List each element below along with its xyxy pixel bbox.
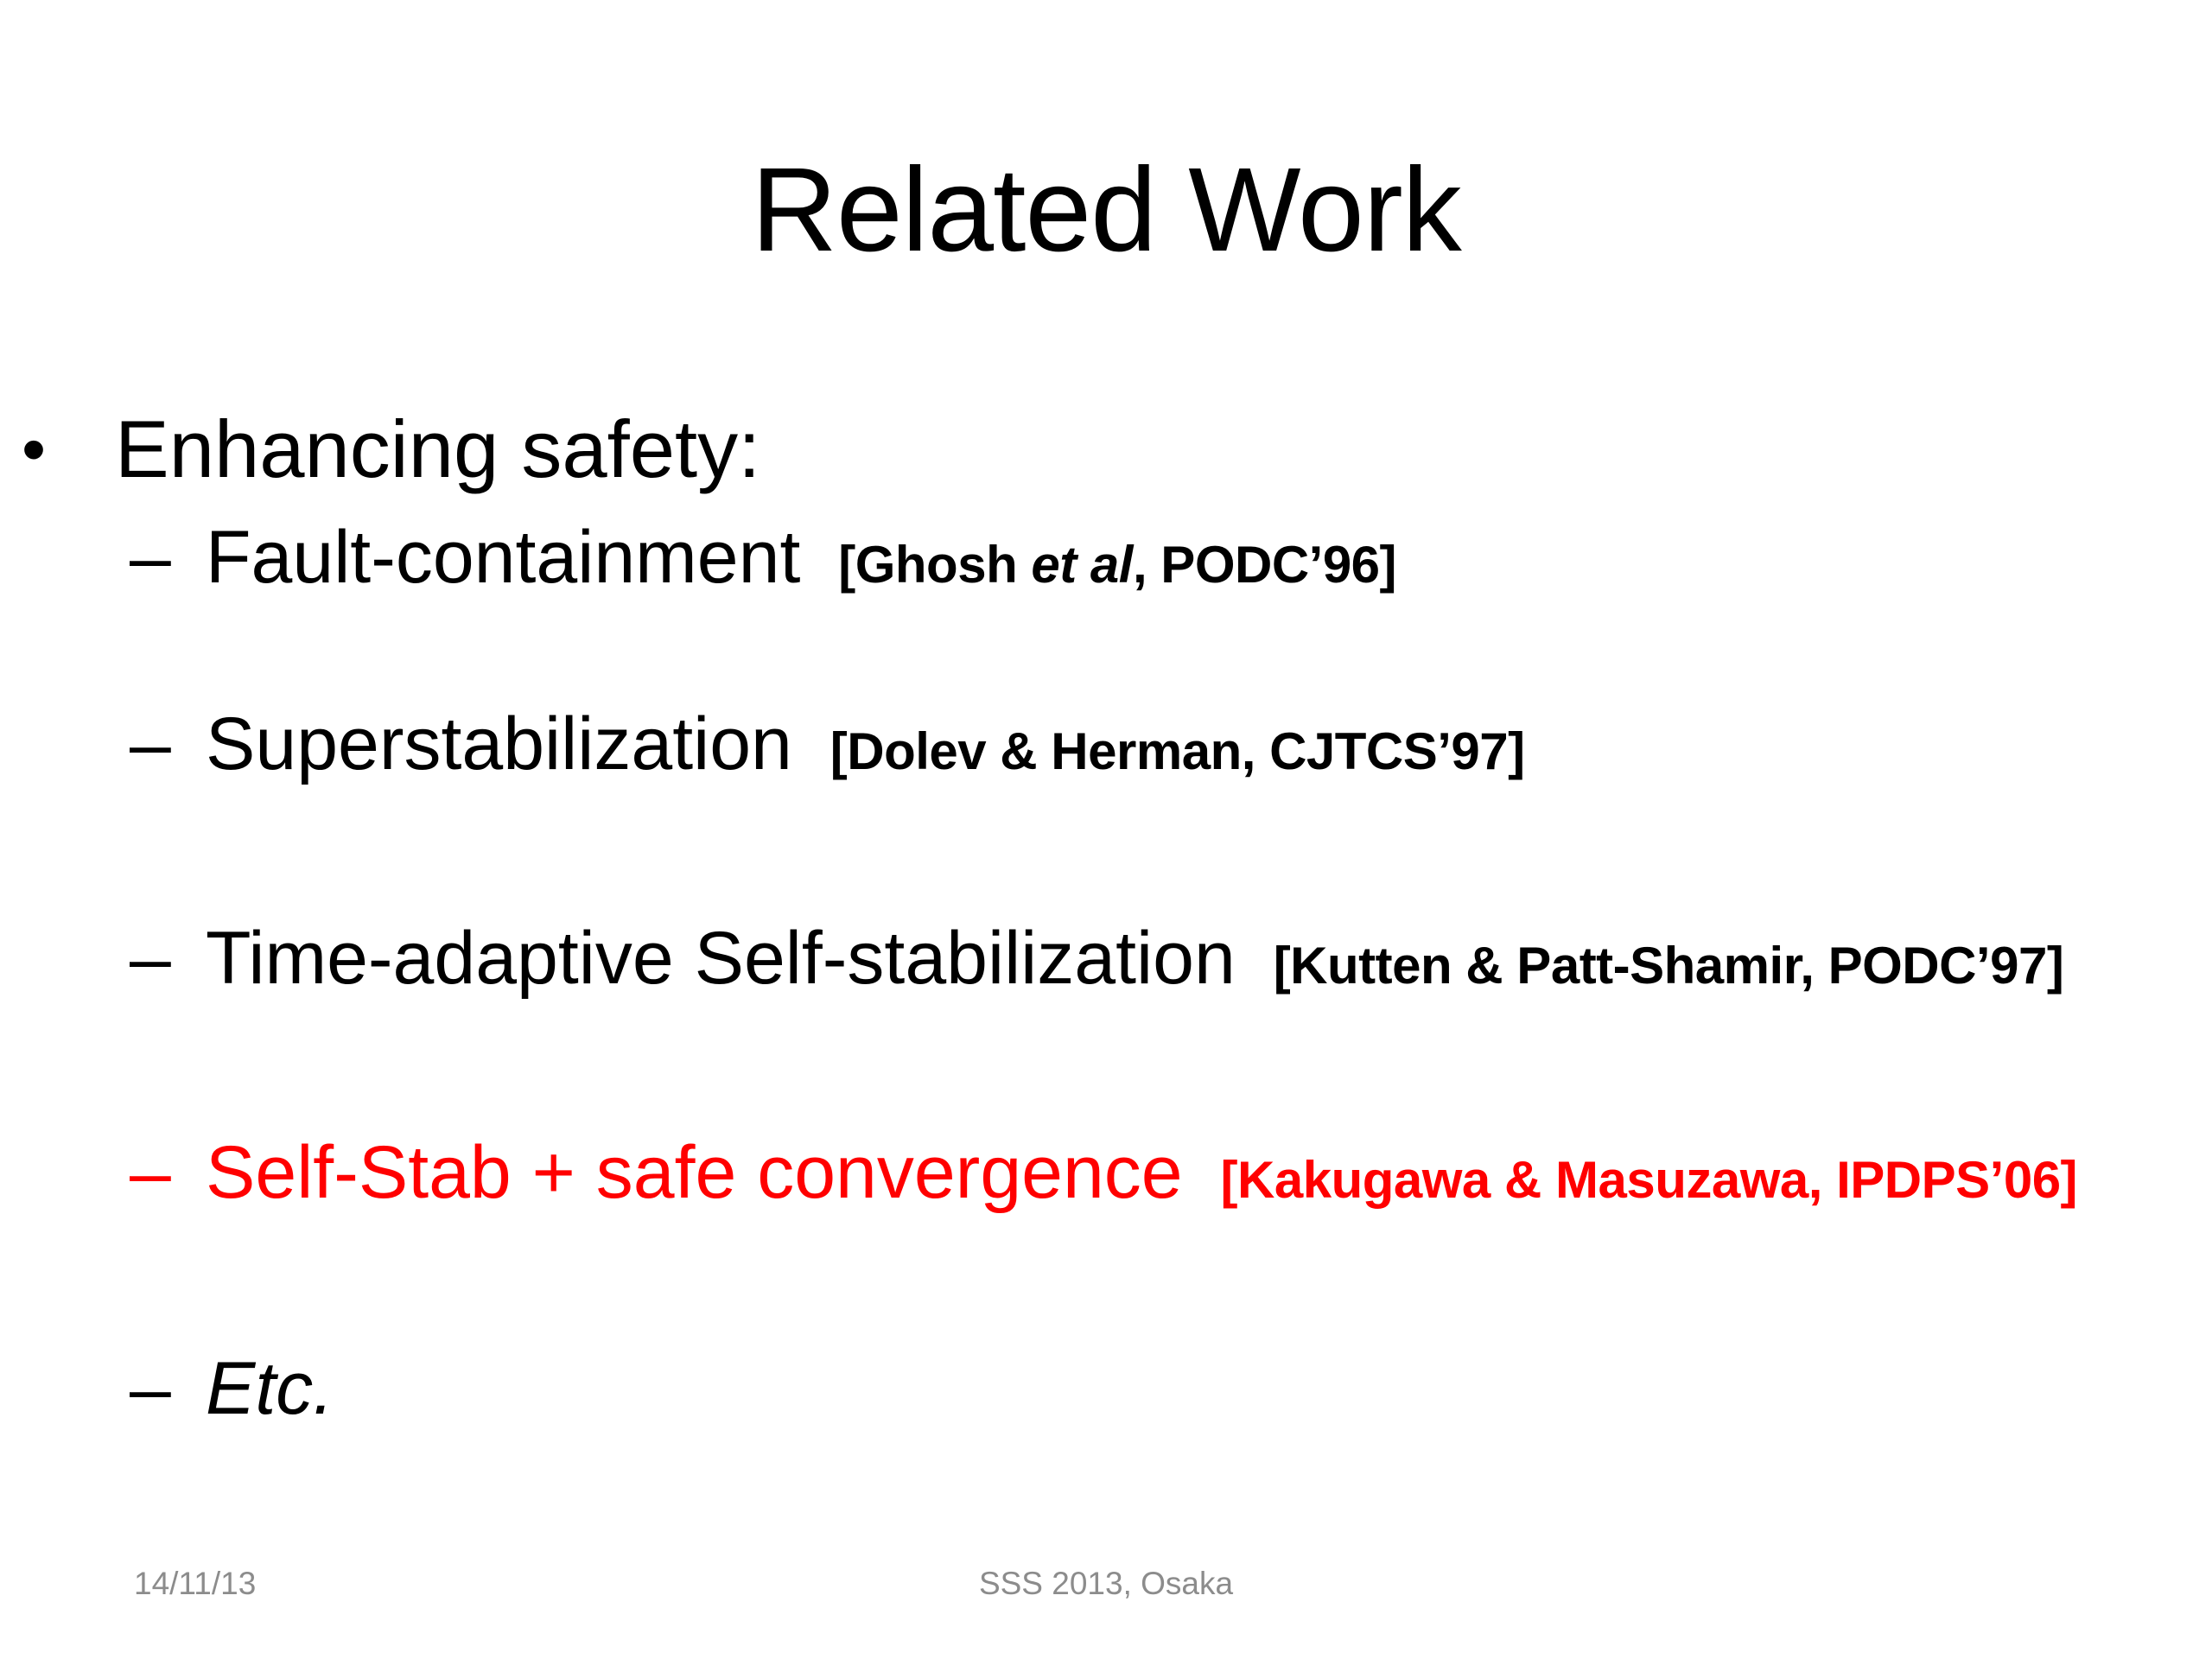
sub-item-etc: [130, 1341, 334, 1436]
sub-item-time-adaptive: [130, 911, 2063, 1014]
dash-marker: –: [130, 917, 171, 1000]
reference-citation: [Kakugawa & Masuzawa, IPDPS’06]: [1220, 1151, 2078, 1209]
footer-venue: SSS 2013, Osaka: [978, 1566, 1234, 1601]
dash-marker: –: [130, 1347, 171, 1430]
sub-item-fault-containment: [130, 510, 1396, 613]
sub-item-label: Time-adaptive Self-stabilization: [206, 917, 1236, 1000]
sub-item-superstabilization: [130, 696, 1525, 799]
sub-item-self-stab-safe-convergence: [130, 1125, 2077, 1228]
reference-citation: [Dolev & Herman, CJTCS’97]: [830, 722, 1525, 780]
dash-marker: –: [130, 702, 171, 785]
sub-item-label: Superstabilization: [206, 702, 792, 785]
reference-italic: et al: [1031, 536, 1133, 594]
sub-item-label: Fault-containment: [206, 516, 801, 599]
sub-item-label: Self-Stab + safe convergence: [206, 1131, 1183, 1214]
reference-suffix: , PODC’96]: [1132, 536, 1397, 594]
dash-marker: –: [130, 516, 171, 599]
slide-title: Related Work: [751, 143, 1461, 276]
reference-prefix: [Ghosh: [838, 536, 1032, 594]
reference-citation: [Kutten & Patt-Shamir, PODC’97]: [1273, 937, 2064, 995]
bullet-text: Enhancing safety:: [115, 404, 761, 494]
bullet-icon: •: [22, 410, 47, 487]
dash-marker: –: [130, 1131, 171, 1214]
bullet-enhancing-safety: [22, 397, 760, 501]
footer-date: 14/11/13: [134, 1566, 257, 1601]
reference-citation: [838, 536, 1396, 594]
sub-item-label: Etc.: [206, 1347, 334, 1430]
